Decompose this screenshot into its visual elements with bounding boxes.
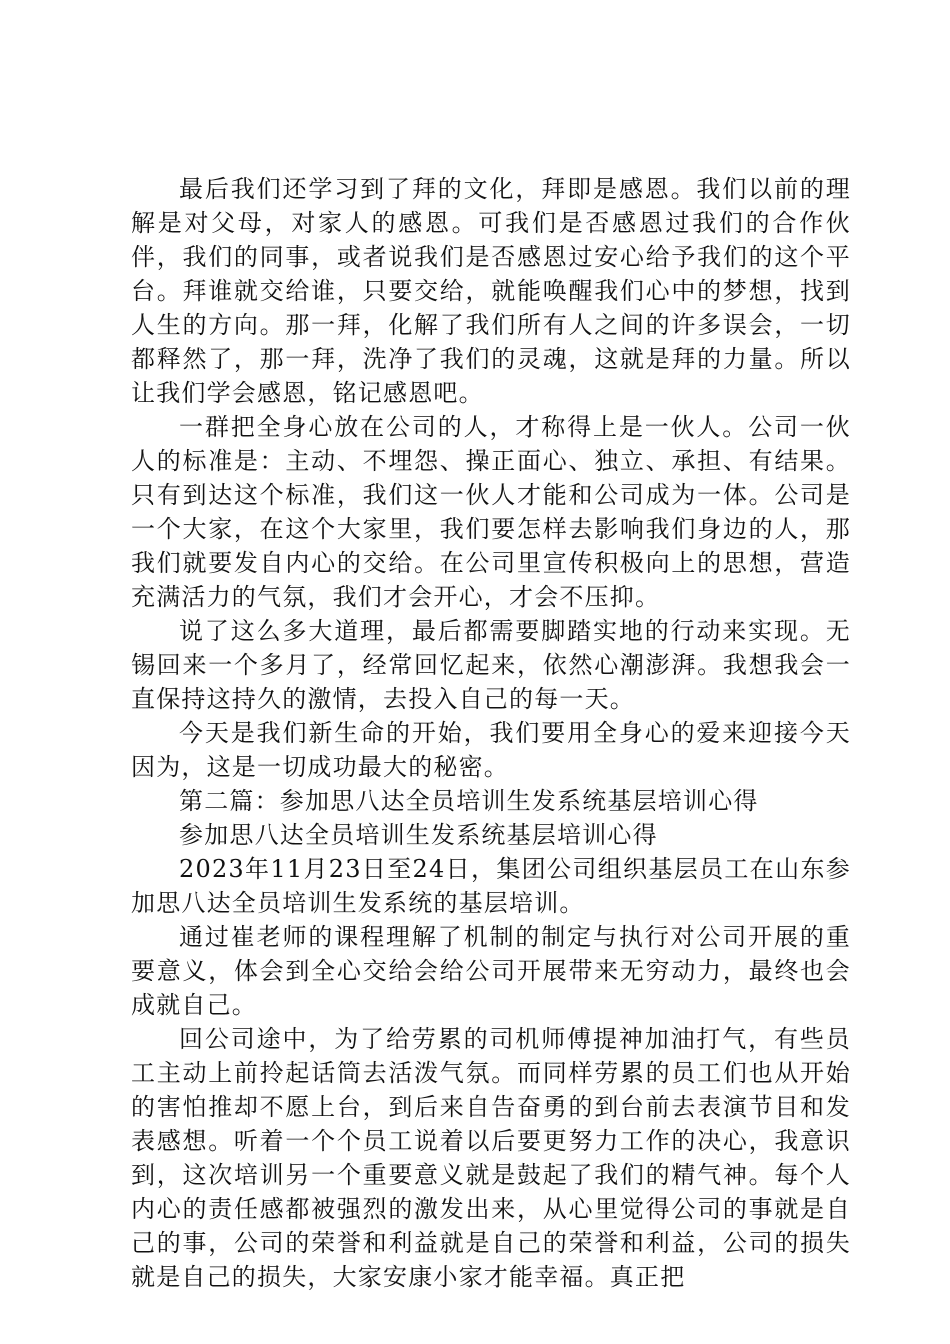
paragraph-new-life: 今天是我们新生命的开始，我们要用全身心的爱来迎接今天因为，这是一切成功最大的秘密。 xyxy=(131,719,851,781)
paragraph-gratitude: 最后我们还学习到了拜的文化，拜即是感恩。我们以前的理解是对父母，对家人的感恩。可我们是否感恩过我们的合作伙伴，我们的同事，或者说我们是否感恩过安心给予我们的这个平台。拜谁就交给谁，只要交给，就能唤醒我们心中的梦想，找到人生的方向。那一拜，化解了我们所有人之间的许多误会，一切都释然了，那一拜，洗净了我们的灵魂，这就是拜的力量。所以让我们学会感恩，铭记感恩吧。 xyxy=(131,175,851,407)
article-title: 参加思八达全员培训生发系统基层培训心得 xyxy=(179,821,658,849)
paragraph-return-trip: 回公司途中，为了给劳累的司机师傅提神加油打气，有些员工主动上前拎起话筒去活泼气氛。而同样劳累的员工们也从开始的害怕推却不愿上台，到后来自告奋勇的到台前去表演节目和发表感想。听着一个个员工说着以后要更努力工作的决心，我意识到，这次培训另一个重要意义就是鼓起了我们的精气神。每个人内心的责任感都被强烈的激发出来，从心里觉得公司的事就是自己的事，公司的荣誉和利益就是自己的荣誉和利益，公司的损失就是自己的损失，大家安康小家才能幸福。真正把 xyxy=(131,1025,851,1291)
paragraph-team-standard: 一群把全身心放在公司的人，才称得上是一伙人。公司一伙人的标准是：主动、不埋怨、操正面心、独立、承担、有结果。只有到达这个标准，我们这一伙人才能和公司成为一体。公司是一个大家，在这个大家里，我们要怎样去影响我们身边的人，那我们就要发自内心的交给。在公司里宣传积极向上的思想，营造充满活力的气氛，我们才会开心，才会不压抑。 xyxy=(131,413,851,611)
paragraph-training-date: 2023年11月23日至24日，集团公司组织基层员工在山东参加思八达全员培训生发系统的基层培训。 xyxy=(131,855,851,917)
paragraph-course-meaning: 通过崔老师的课程理解了机制的制定与执行对公司开展的重要意义，体会到全心交给会给公司开展带来无穷动力，最终也会成就自己。 xyxy=(131,923,851,1019)
document-body xyxy=(131,172,851,1294)
paragraph-action: 说了这么多大道理，最后都需要脚踏实地的行动来实现。无锡回来一个多月了，经常回忆起来，依然心潮澎湃。我想我会一直保持这持久的激情，去投入自己的每一天。 xyxy=(131,617,851,713)
section-heading: 第二篇：参加思八达全员培训生发系统基层培训心得 xyxy=(179,787,759,815)
